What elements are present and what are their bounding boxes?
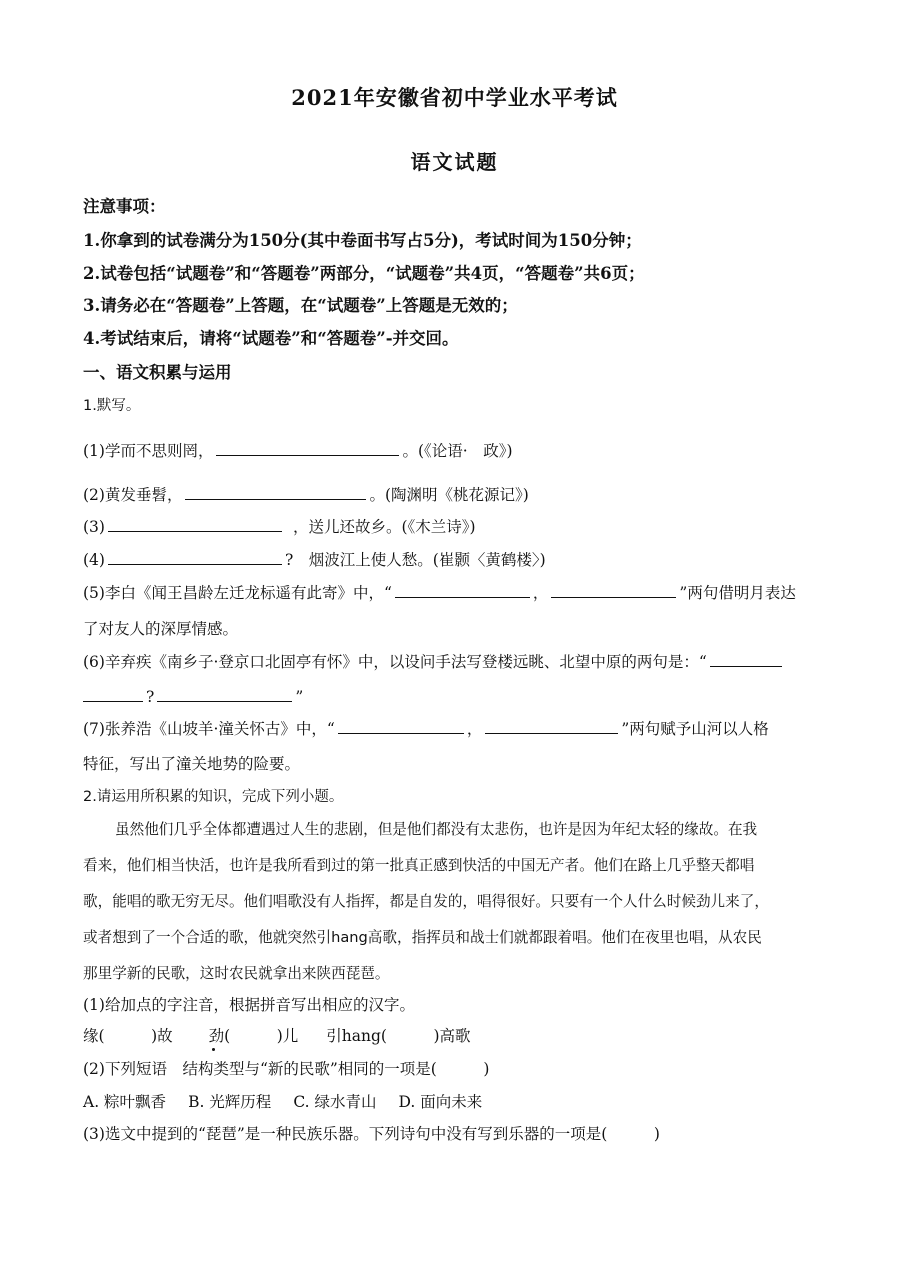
q1-part-3 — [83, 517, 476, 537]
q1-part-5 — [83, 583, 796, 603]
pinyin-item-3-blank[interactable]: ( ) — [380, 1027, 440, 1045]
q1-part-6-text-a: (6)辛弃疾《南乡子·登京口北固亭有怀》中，以设问手法写登楼远眺、北望中原的两句是：“ — [83, 653, 707, 671]
answer-blank[interactable] — [710, 652, 782, 667]
q1-part-7 — [83, 719, 769, 739]
q1-part-7-text-b: ”两句赋予山河以人格 — [621, 720, 769, 738]
notice-item-2: 2.试卷包括“试题卷”和“答题卷”两部分，“试题卷”共4页，“答题卷”共6页； — [83, 264, 645, 283]
q2-sub-3: (3)选文中提到的“琵琶”是一种民族乐器。下列诗句中没有写到乐器的一项是( ) — [83, 1125, 660, 1143]
pinyin-item-1-char: 缘 — [83, 1027, 99, 1045]
question-1-stem: 1.默写。 — [83, 398, 141, 414]
q1-part-7-sep: ， — [466, 720, 483, 738]
notice-heading: 注意事项： — [83, 197, 166, 216]
answer-blank[interactable] — [338, 719, 464, 734]
option-b[interactable]: B. 光辉历程 — [188, 1093, 272, 1111]
q1-part-6-cont — [83, 687, 303, 707]
q1-part-7-cont: 特征，写出了潼关地势的险要。 — [83, 755, 301, 773]
passage-line: 或者想到了一个合适的歌，他就突然引hang高歌，指挥员和战士们就都跟着唱。他们在夜里也唱，从农民 — [83, 929, 762, 946]
q1-part-3-text-a: (3) — [83, 518, 105, 536]
option-a[interactable]: A. 粽叶飘香 — [83, 1093, 167, 1111]
pinyin-item-2-rest: 儿 — [282, 1027, 299, 1045]
option-c[interactable]: C. 绿水青山 — [293, 1093, 377, 1111]
answer-blank[interactable] — [485, 719, 618, 734]
pinyin-item-1-blank[interactable]: ( ) — [98, 1027, 158, 1045]
pinyin-item-2-blank[interactable]: ( ) — [224, 1027, 283, 1045]
exam-title: 2021年安徽省初中学业水平考试 — [291, 85, 618, 110]
notice-item-3: 3.请务必在“答题卷”上答题，在“试题卷”上答题是无效的； — [83, 296, 518, 315]
q1-part-3-text-b: ，送儿还故乡。(《木兰诗》) — [292, 518, 476, 536]
answer-blank[interactable] — [108, 550, 282, 565]
passage-line: 那里学新的民歌，这时农民就拿出来陕西琵琶。 — [83, 965, 390, 982]
notice-item-4: 4.考试结束后，请将“试题卷”和“答题卷”-并交回。 — [83, 329, 459, 348]
passage-line: 看来，他们相当快活，也许是我所看到过的第一批真正感到快活的中国无产者。他们在路上几乎整天都唱 — [83, 857, 755, 874]
q1-part-2-text-a: (2)黄发垂髫， — [83, 486, 183, 504]
answer-blank[interactable] — [108, 517, 282, 532]
q1-part-2 — [83, 485, 529, 505]
answer-blank[interactable] — [551, 583, 676, 598]
reading-passage — [83, 812, 831, 992]
q2-options — [83, 1092, 482, 1112]
q1-part-5-sep: ， — [532, 584, 549, 602]
pinyin-row — [83, 1026, 471, 1046]
q1-part-1 — [83, 441, 513, 461]
pinyin-item-2-char: 劲 — [208, 1027, 225, 1045]
option-d[interactable]: D. 面向未来 — [398, 1093, 483, 1111]
pinyin-item-3-char: 引hang — [326, 1027, 381, 1045]
q1-part-7-text-a: (7)张养浩《山坡羊·潼关怀古》中，“ — [83, 720, 335, 738]
q1-part-1-text-b: 。(《论语· 政》) — [402, 442, 513, 460]
q1-part-4 — [83, 550, 546, 570]
answer-blank[interactable] — [157, 687, 292, 702]
passage-line: 歌，能唱的歌无穷无尽。他们唱歌没有人指挥，都是自发的，唱得很好。只要有一个人什么时候劲儿来了， — [83, 893, 769, 910]
q2-sub-2: (2)下列短语 结构类型与“新的民歌”相同的一项是( ) — [83, 1060, 490, 1078]
q1-part-6-end: ” — [295, 688, 304, 706]
answer-blank[interactable] — [185, 485, 366, 500]
section-heading: 一、语文积累与运用 — [83, 363, 232, 382]
q1-part-6-q: ? — [146, 688, 155, 706]
answer-blank[interactable] — [83, 687, 143, 702]
answer-blank[interactable] — [395, 583, 530, 598]
question-2-stem: 2.请运用所积累的知识，完成下列小题。 — [83, 789, 344, 805]
pinyin-item-1-rest: 故 — [157, 1027, 173, 1045]
q1-part-4-text-b: ? 烟波江上使人愁。(崔颢〈黄鹤楼〉) — [284, 551, 546, 569]
answer-blank[interactable] — [216, 441, 399, 456]
exam-subtitle: 语文试题 — [410, 150, 499, 174]
q1-part-6 — [83, 652, 785, 672]
q1-part-5-cont: 了对友人的深厚情感。 — [83, 620, 239, 638]
q1-part-4-text-a: (4) — [83, 551, 105, 569]
passage-line: 虽然他们几乎全体都遭遇过人生的悲剧，但是他们都没有太悲伤，也许是因为年纪太轻的缘故。在我 — [115, 821, 758, 838]
q1-part-5-text-a: (5)李白《闻王昌龄左迁龙标遥有此寄》中，“ — [83, 584, 392, 602]
q2-sub-1: (1)给加点的字注音，根据拼音写出相应的汉字。 — [83, 996, 415, 1014]
q1-part-2-text-b: 。(陶渊明《桃花源记》) — [369, 486, 529, 504]
q1-part-5-text-b: ”两句借明月表达 — [679, 584, 796, 602]
pinyin-item-3-rest: 高歌 — [439, 1027, 471, 1045]
q1-part-1-text-a: (1)学而不思则罔， — [83, 442, 214, 460]
notice-item-1: 1.你拿到的试卷满分为150分(其中卷面书写占5分)，考试时间为150分钟； — [83, 231, 642, 250]
